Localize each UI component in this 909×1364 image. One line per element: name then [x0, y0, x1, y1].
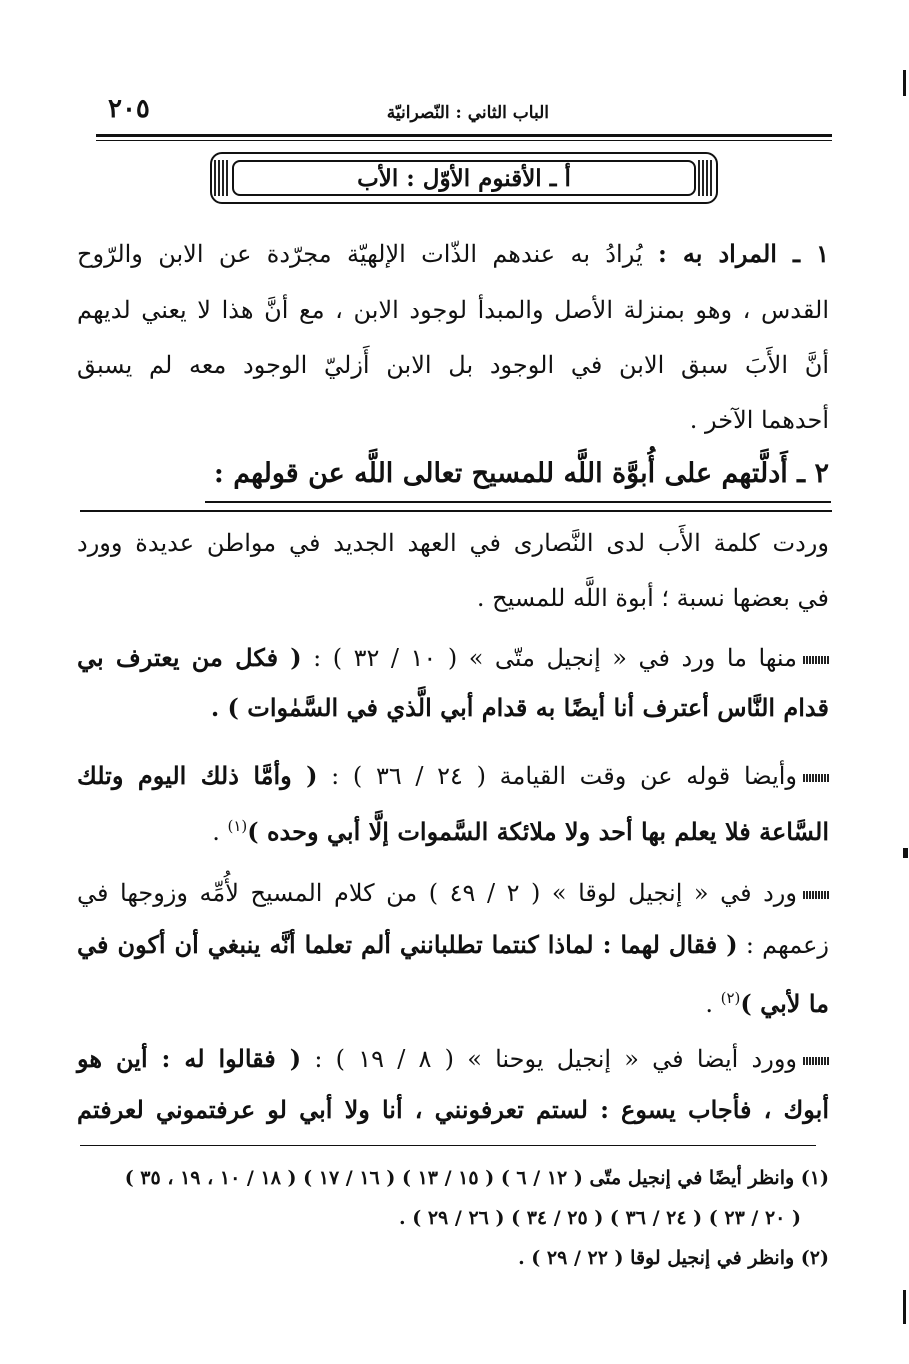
item2-line1 — [77, 756, 829, 796]
item2-intro: وأيضا قوله عن وقت القيامة ( ٢٤ / ٣٦ ) : — [331, 762, 798, 790]
section-title-box — [210, 152, 718, 204]
item3-line1 — [77, 873, 829, 913]
section-divider — [80, 510, 832, 512]
paragraph2-line2: في بعضها نسبة ؛ أبوة اللَّه للمسيح . — [476, 584, 829, 612]
item4-line1 — [77, 1039, 829, 1079]
paragraph2-line1: وردت كلمة الأَب لدى النَّصارى في العهد الجديد في مواطن عديدة وورد — [77, 529, 829, 557]
item3-line2 — [77, 925, 829, 965]
scan-edge-mark — [903, 848, 908, 858]
item4-line2: أبوك ، فأجاب يسوع : لستم تعرفونني ، أنا ولا أبي لو عرفتموني لعرفتم — [77, 1095, 829, 1124]
item3-end: . — [705, 990, 721, 1018]
item2-quote: السَّاعة فلا يعلم بها أحد ولا ملائكة السَّموات إلَّا أبي وحده ) — [247, 817, 829, 846]
header-rule-thin — [96, 140, 832, 141]
page-number: ٢٠٥ — [108, 94, 150, 124]
item1-line2: قدام النَّاس أعترف أنا أيضًا به قدام أبي الَّذي في السَّمٰوات ) . — [210, 693, 829, 722]
bullet-mark-icon — [803, 1057, 829, 1065]
footnote-2: (٢) وانظر في إنجيل لوقا ( ٢٢ / ٢٩ ) . — [518, 1247, 829, 1269]
item3-line1-text: ورد في « إنجيل لوقا » ( ٢ / ٤٩ ) من كلام المسيح لأُمِّه وزوجها في — [77, 879, 797, 907]
item3-quote: ( فقال لهما : لماذا كنتما تطلبانني ألم تعلما أنَّه ينبغي أن أكون في — [77, 930, 738, 959]
item2-line2 — [77, 806, 829, 852]
paragraph1-line1 — [77, 234, 829, 274]
paragraph1-line4: أحدهما الآخر . — [689, 406, 829, 434]
footnote-ref-2: (٢) — [720, 989, 741, 1007]
paragraph1-line2: القدس ، وهو بمنزلة الأصل والمبدأ لوجود الابن ، مع أنَّ هذا لا يعني لديهم — [77, 296, 829, 324]
item2-quote-start: ( وأمَّا ذلك اليوم وتلك — [77, 761, 318, 790]
item4-intro: وورد أيضا في « إنجيل يوحنا » ( ٨ / ١٩ ) : — [314, 1045, 797, 1073]
bullet-mark-icon — [803, 891, 829, 899]
item3-quote-end: ما لأبي ) — [740, 989, 829, 1018]
title-ornament-right — [698, 160, 714, 196]
section-title: أ ـ الأقنوم الأوّل : الأب — [232, 160, 696, 196]
item1-intro: منها ما ورد في « إنجيل متّى » ( ١٠ / ٣٢ ) : — [313, 644, 797, 672]
footnote-1-line1: (١) وانظر أيضًا في إنجيل متّى ( ١٢ / ٦ ) ( ١٥ / ١٣ ) ( ١٦ / ١٧ ) ( ١٨ / ١٠ ، ١٩ ، ٣٥ ) — [124, 1167, 829, 1189]
subheading: ٢ ـ أَدلَّتهم على أُبوَّة اللَّه للمسيح تعالى اللَّه عن قولهم : — [213, 458, 829, 489]
footnote-ref-1: (١) — [227, 817, 248, 835]
scan-edge-mark — [903, 1290, 906, 1324]
item1-quote-start: ( فكل من يعترف بي — [77, 643, 302, 672]
item1-line1 — [77, 638, 829, 678]
title-ornament-left — [214, 160, 230, 196]
subheading-underline — [205, 501, 831, 503]
scan-edge-mark — [903, 70, 906, 96]
item3-line2-plain: زعمهم : — [745, 931, 830, 959]
running-head: الباب الثاني : النّصرانيّة — [386, 103, 549, 123]
bullet-mark-icon — [803, 656, 829, 664]
footnote-1-line2: ( ٢٠ / ٢٣ ) ( ٢٤ / ٣٦ ) ( ٢٥ / ٣٤ ) ( ٢٦ / ٢٩ ) . — [399, 1207, 801, 1229]
item4-quote-start: ( فقالوا له : أين هو — [77, 1044, 302, 1073]
item2-end: . — [212, 818, 228, 846]
paragraph1-line3: أنَّ الأَبَ سبق الابن في الوجود بل الابن أَزليّ الوجود معه لم يسبق — [77, 351, 829, 379]
header-rule — [96, 134, 832, 137]
paragraph1-line1-text: يُرادُ به عندهم الذّات الإلهيّة مجرّدة عن الابن والرّوح — [77, 240, 643, 268]
item3-line3 — [77, 978, 829, 1024]
footnote-rule — [80, 1145, 816, 1146]
paragraph1-lead: ١ ـ المراد به : — [657, 239, 829, 268]
bullet-mark-icon — [803, 774, 829, 782]
